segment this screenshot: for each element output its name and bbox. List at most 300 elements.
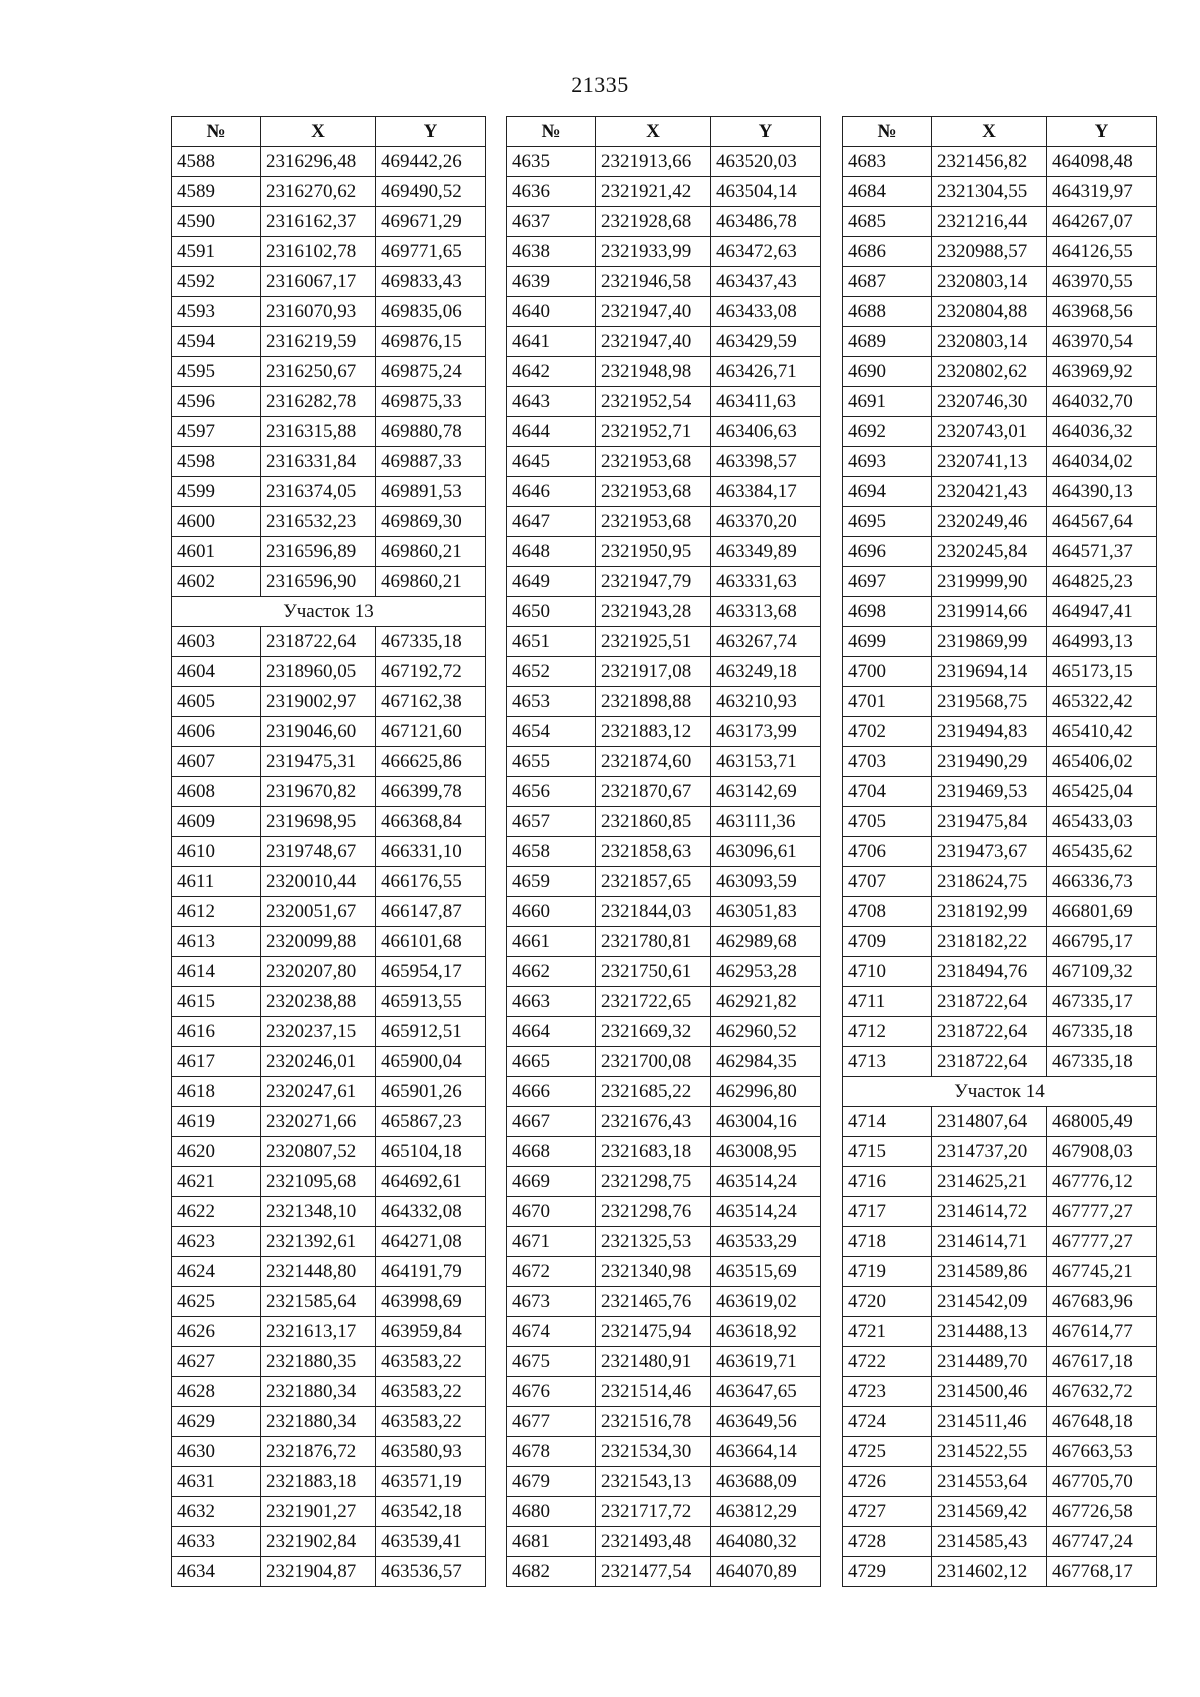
cell-y: 463210,93 [711,687,821,717]
cell-x: 2319999,90 [932,567,1047,597]
cell-number: 4684 [843,177,932,207]
table-row [172,987,486,1017]
cell-y: 462996,80 [711,1077,821,1107]
cell-number: 4617 [172,1047,261,1077]
table-row [172,567,486,597]
cell-number: 4651 [507,627,596,657]
table-row [172,927,486,957]
header-number: № [507,117,596,147]
cell-x: 2316162,37 [261,207,376,237]
cell-x: 2321780,81 [596,927,711,957]
table-row [172,1257,486,1287]
cell-y: 462921,82 [711,987,821,1017]
header-x: X [261,117,376,147]
cell-x: 2314500,46 [932,1377,1047,1407]
cell-number: 4616 [172,1017,261,1047]
cell-x: 2318960,05 [261,657,376,687]
cell-number: 4708 [843,897,932,927]
cell-y: 463583,22 [376,1347,486,1377]
cell-number: 4675 [507,1347,596,1377]
cell-x: 2320245,84 [932,537,1047,567]
table-row [843,597,1157,627]
cell-number: 4649 [507,567,596,597]
cell-y: 465867,23 [376,1107,486,1137]
cell-number: 4624 [172,1257,261,1287]
cell-y: 465322,42 [1047,687,1157,717]
table-row [843,867,1157,897]
table-row [172,387,486,417]
cell-x: 2318722,64 [261,627,376,657]
table-row [172,897,486,927]
cell-number: 4716 [843,1167,932,1197]
cell-x: 2321325,53 [596,1227,711,1257]
cell-number: 4610 [172,837,261,867]
cell-number: 4696 [843,537,932,567]
cell-y: 467705,70 [1047,1467,1157,1497]
table-row [843,1167,1157,1197]
table-row [843,1377,1157,1407]
cell-y: 469490,52 [376,177,486,207]
cell-y: 463959,84 [376,1317,486,1347]
cell-number: 4662 [507,957,596,987]
section-label: Участок 13 [172,597,486,627]
cell-y: 467617,18 [1047,1347,1157,1377]
cell-y: 463664,14 [711,1437,821,1467]
cell-y: 467747,24 [1047,1527,1157,1557]
table-row [843,1197,1157,1227]
coordinate-table-3 [842,116,1157,1587]
cell-x: 2314737,20 [932,1137,1047,1167]
cell-y: 463267,74 [711,627,821,657]
cell-x: 2314488,13 [932,1317,1047,1347]
table-row [172,447,486,477]
cell-x: 2316331,84 [261,447,376,477]
cell-y: 463173,99 [711,717,821,747]
cell-y: 464070,89 [711,1557,821,1587]
table-row [843,357,1157,387]
cell-y: 464319,97 [1047,177,1157,207]
cell-y: 463536,57 [376,1557,486,1587]
cell-number: 4652 [507,657,596,687]
table-row [507,1527,821,1557]
table-row [507,387,821,417]
table-row [172,747,486,777]
table-row [507,1497,821,1527]
table-row [843,477,1157,507]
cell-number: 4729 [843,1557,932,1587]
cell-number: 4620 [172,1137,261,1167]
table-row [507,507,821,537]
cell-x: 2320271,66 [261,1107,376,1137]
cell-number: 4674 [507,1317,596,1347]
cell-y: 466331,10 [376,837,486,867]
cell-number: 4702 [843,717,932,747]
cell-y: 463249,18 [711,657,821,687]
cell-x: 2314614,72 [932,1197,1047,1227]
table-row [843,927,1157,957]
table-row [507,267,821,297]
cell-x: 2321298,75 [596,1167,711,1197]
header-y: Y [711,117,821,147]
cell-number: 4597 [172,417,261,447]
table-row [507,1227,821,1257]
table-row [172,177,486,207]
table-row [507,1257,821,1287]
table-row [843,297,1157,327]
cell-number: 4640 [507,297,596,327]
cell-y: 466147,87 [376,897,486,927]
cell-y: 463349,89 [711,537,821,567]
cell-number: 4672 [507,1257,596,1287]
coordinate-table-2 [506,116,821,1587]
cell-y: 467726,58 [1047,1497,1157,1527]
cell-x: 2314511,46 [932,1407,1047,1437]
cell-x: 2320237,15 [261,1017,376,1047]
cell-number: 4647 [507,507,596,537]
table-row [507,357,821,387]
cell-number: 4633 [172,1527,261,1557]
table-row [843,897,1157,927]
cell-number: 4632 [172,1497,261,1527]
cell-y: 463970,54 [1047,327,1157,357]
cell-number: 4639 [507,267,596,297]
cell-x: 2321943,28 [596,597,711,627]
cell-y: 463969,92 [1047,357,1157,387]
cell-y: 469671,29 [376,207,486,237]
cell-number: 4589 [172,177,261,207]
cell-x: 2321925,51 [596,627,711,657]
cell-y: 465435,62 [1047,837,1157,867]
cell-x: 2321095,68 [261,1167,376,1197]
cell-x: 2320249,46 [932,507,1047,537]
table-row [507,297,821,327]
table-row [172,957,486,987]
cell-x: 2320207,80 [261,957,376,987]
cell-y: 464947,41 [1047,597,1157,627]
cell-y: 463619,02 [711,1287,821,1317]
cell-x: 2321858,63 [596,837,711,867]
cell-y: 467745,21 [1047,1257,1157,1287]
table-row [172,1047,486,1077]
cell-y: 467121,60 [376,717,486,747]
cell-x: 2319914,66 [932,597,1047,627]
cell-x: 2319469,53 [932,777,1047,807]
cell-x: 2316596,89 [261,537,376,567]
table-row [843,1317,1157,1347]
cell-number: 4714 [843,1107,932,1137]
cell-number: 4679 [507,1467,596,1497]
cell-x: 2321456,82 [932,147,1047,177]
table-row [172,1107,486,1137]
table-row [843,447,1157,477]
cell-x: 2321948,98 [596,357,711,387]
cell-x: 2318192,99 [932,897,1047,927]
cell-number: 4636 [507,177,596,207]
table-row [172,627,486,657]
table-row [843,1017,1157,1047]
cell-y: 469876,15 [376,327,486,357]
table-row [843,1407,1157,1437]
cell-x: 2321669,32 [596,1017,711,1047]
cell-number: 4654 [507,717,596,747]
table-row [843,387,1157,417]
table-row [172,1167,486,1197]
cell-number: 4635 [507,147,596,177]
cell-number: 4707 [843,867,932,897]
table-row [172,867,486,897]
cell-number: 4655 [507,747,596,777]
cell-number: 4704 [843,777,932,807]
cell-number: 4693 [843,447,932,477]
cell-number: 4667 [507,1107,596,1137]
cell-y: 469875,33 [376,387,486,417]
cell-x: 2314553,64 [932,1467,1047,1497]
cell-y: 465954,17 [376,957,486,987]
cell-x: 2320099,88 [261,927,376,957]
cell-x: 2319698,95 [261,807,376,837]
table-row [172,207,486,237]
cell-y: 469835,06 [376,297,486,327]
cell-x: 2321953,68 [596,477,711,507]
cell-number: 4717 [843,1197,932,1227]
table-row [172,1467,486,1497]
cell-x: 2316270,62 [261,177,376,207]
table-row [507,1077,821,1107]
cell-y: 463968,56 [1047,297,1157,327]
table-row [507,1167,821,1197]
cell-x: 2314589,86 [932,1257,1047,1287]
cell-y: 466101,68 [376,927,486,957]
cell-y: 464126,55 [1047,237,1157,267]
page-number: 21335 [571,72,629,97]
cell-y: 463153,71 [711,747,821,777]
table-row [507,777,821,807]
table-row [172,1317,486,1347]
table-row [507,1467,821,1497]
cell-x: 2321952,54 [596,387,711,417]
cell-y: 463571,19 [376,1467,486,1497]
cell-x: 2321480,91 [596,1347,711,1377]
cell-number: 4608 [172,777,261,807]
cell-number: 4602 [172,567,261,597]
coordinate-table-1 [171,116,486,1587]
cell-number: 4705 [843,807,932,837]
cell-number: 4631 [172,1467,261,1497]
section-label: Участок 14 [843,1077,1157,1107]
table-row [507,1377,821,1407]
cell-y: 467162,38 [376,687,486,717]
cell-number: 4681 [507,1527,596,1557]
table-row [172,1407,486,1437]
cell-x: 2319473,67 [932,837,1047,867]
cell-y: 464080,32 [711,1527,821,1557]
header-x: X [932,117,1047,147]
table-row [172,1437,486,1467]
cell-y: 467335,17 [1047,987,1157,1017]
cell-y: 469880,78 [376,417,486,447]
cell-number: 4621 [172,1167,261,1197]
cell-number: 4697 [843,567,932,597]
cell-number: 4689 [843,327,932,357]
cell-x: 2320807,52 [261,1137,376,1167]
table-row [843,657,1157,687]
cell-x: 2320803,14 [932,327,1047,357]
cell-x: 2316596,90 [261,567,376,597]
cell-x: 2321683,18 [596,1137,711,1167]
cell-y: 465900,04 [376,1047,486,1077]
table-row [172,357,486,387]
table-header-row [172,117,486,147]
table-row [172,1197,486,1227]
cell-number: 4677 [507,1407,596,1437]
cell-x: 2321465,76 [596,1287,711,1317]
cell-x: 2321917,08 [596,657,711,687]
table-row [843,1527,1157,1557]
cell-y: 467335,18 [1047,1017,1157,1047]
cell-number: 4727 [843,1497,932,1527]
cell-x: 2321880,34 [261,1407,376,1437]
cell-x: 2316532,23 [261,507,376,537]
cell-x: 2321947,40 [596,327,711,357]
header-y: Y [376,117,486,147]
table-row [507,747,821,777]
cell-x: 2319475,84 [932,807,1047,837]
cell-x: 2316250,67 [261,357,376,387]
cell-number: 4626 [172,1317,261,1347]
cell-x: 2321950,95 [596,537,711,567]
cell-y: 463398,57 [711,447,821,477]
cell-number: 4720 [843,1287,932,1317]
cell-x: 2320247,61 [261,1077,376,1107]
cell-y: 462960,52 [711,1017,821,1047]
table-row [507,837,821,867]
cell-x: 2314807,64 [932,1107,1047,1137]
cell-x: 2314614,71 [932,1227,1047,1257]
cell-y: 463649,56 [711,1407,821,1437]
cell-number: 4648 [507,537,596,567]
table-row [172,657,486,687]
table-row [172,837,486,867]
cell-y: 463812,29 [711,1497,821,1527]
cell-number: 4643 [507,387,596,417]
cell-number: 4690 [843,357,932,387]
cell-number: 4687 [843,267,932,297]
cell-number: 4600 [172,507,261,537]
cell-y: 464390,13 [1047,477,1157,507]
cell-y: 463580,93 [376,1437,486,1467]
cell-number: 4669 [507,1167,596,1197]
cell-x: 2320010,44 [261,867,376,897]
cell-number: 4711 [843,987,932,1017]
cell-x: 2321685,22 [596,1077,711,1107]
cell-x: 2321883,12 [596,717,711,747]
cell-x: 2316282,78 [261,387,376,417]
table-row [843,1227,1157,1257]
cell-y: 463096,61 [711,837,821,867]
cell-x: 2320246,01 [261,1047,376,1077]
table-row [843,327,1157,357]
table-row [843,777,1157,807]
cell-y: 463313,68 [711,597,821,627]
cell-y: 464267,07 [1047,207,1157,237]
table-row [843,237,1157,267]
table-row [507,1317,821,1347]
cell-x: 2321947,40 [596,297,711,327]
cell-y: 466336,73 [1047,867,1157,897]
cell-y: 464825,23 [1047,567,1157,597]
table-row [172,1377,486,1407]
cell-x: 2314569,42 [932,1497,1047,1527]
table-row [172,1227,486,1257]
cell-x: 2321953,68 [596,507,711,537]
cell-y: 466795,17 [1047,927,1157,957]
cell-number: 4642 [507,357,596,387]
cell-y: 467632,72 [1047,1377,1157,1407]
table-row [507,1437,821,1467]
table-row [507,1017,821,1047]
cell-number: 4634 [172,1557,261,1587]
cell-y: 469860,21 [376,537,486,567]
cell-y: 463004,16 [711,1107,821,1137]
cell-x: 2319475,31 [261,747,376,777]
cell-y: 469887,33 [376,447,486,477]
cell-number: 4593 [172,297,261,327]
cell-number: 4650 [507,597,596,627]
cell-number: 4641 [507,327,596,357]
cell-x: 2321676,43 [596,1107,711,1137]
cell-x: 2321448,80 [261,1257,376,1287]
cell-y: 463472,63 [711,237,821,267]
header-number: № [843,117,932,147]
cell-number: 4661 [507,927,596,957]
cell-y: 469860,21 [376,567,486,597]
table-row [843,717,1157,747]
cell-number: 4725 [843,1437,932,1467]
cell-y: 464036,32 [1047,417,1157,447]
cell-number: 4686 [843,237,932,267]
table-row [843,1557,1157,1587]
cell-y: 468005,49 [1047,1107,1157,1137]
cell-y: 463051,83 [711,897,821,927]
cell-number: 4726 [843,1467,932,1497]
cell-y: 467192,72 [376,657,486,687]
cell-x: 2321340,98 [596,1257,711,1287]
cell-number: 4613 [172,927,261,957]
cell-y: 467109,32 [1047,957,1157,987]
cell-x: 2321844,03 [596,897,711,927]
table-row [843,747,1157,777]
cell-x: 2321898,88 [596,687,711,717]
cell-y: 466625,86 [376,747,486,777]
cell-y: 463583,22 [376,1377,486,1407]
cell-x: 2319490,29 [932,747,1047,777]
cell-y: 467777,27 [1047,1227,1157,1257]
table-row [507,987,821,1017]
cell-number: 4663 [507,987,596,1017]
cell-x: 2320741,13 [932,447,1047,477]
table-row [843,1287,1157,1317]
cell-x: 2321874,60 [596,747,711,777]
cell-y: 463647,65 [711,1377,821,1407]
table-row [507,1107,821,1137]
cell-x: 2321216,44 [932,207,1047,237]
cell-x: 2316102,78 [261,237,376,267]
cell-x: 2321717,72 [596,1497,711,1527]
cell-x: 2318722,64 [932,987,1047,1017]
cell-y: 462989,68 [711,927,821,957]
table-row [507,597,821,627]
table-row [172,1347,486,1377]
